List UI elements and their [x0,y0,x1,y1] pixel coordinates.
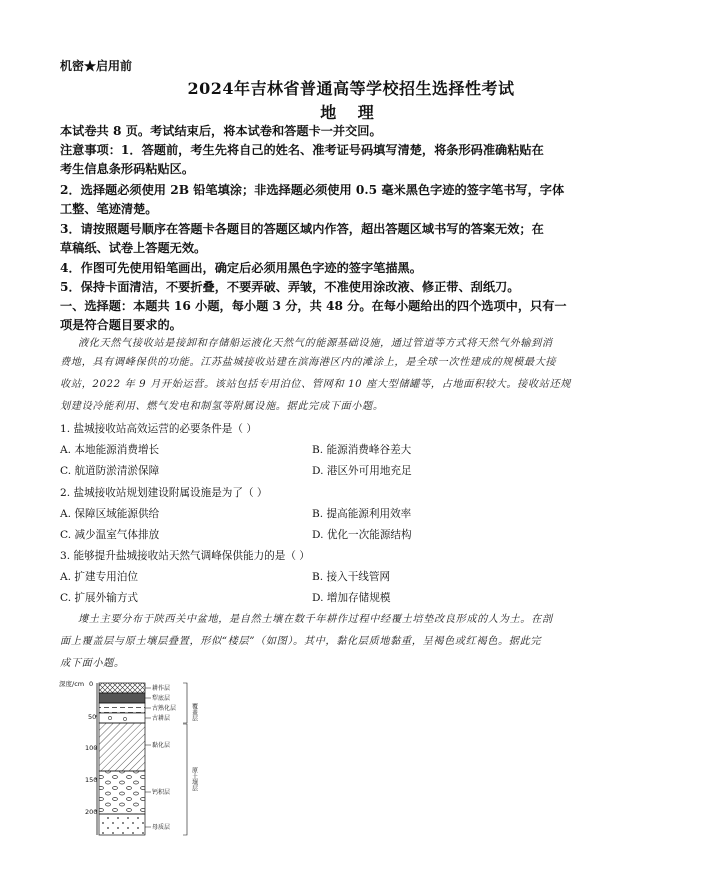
soil-profile-figure [55,675,225,845]
bracket-cover [183,683,187,723]
passage-line: 面上覆盖层与原土壤层叠置，形似“楼层”（如图）。其中，黏化层质地黏重，呈褐色或红褐色。据此完 [60,636,542,647]
notice-line: 本试卷共 8 页。考试结束后，将本试卷和答题卡一并交回。 [60,124,382,138]
y-tick-100: 100 [85,744,98,752]
option-a: A. 扩建专用泊位 [60,571,138,583]
layer-label-old-mature: 古熟化层 [152,705,177,712]
y-tick-0: 0 [89,680,94,688]
passage-line: 塿土主要分布于陕西关中盆地，是自然土壤在数千年耕作过程中经覆土培垫改良形成的人为土。在剖 [78,614,553,625]
section-heading: 一、选择题：本题共 16 小题，每小题 3 分，共 48 分。在每小题给出的四个选项中，只有一 [60,299,567,313]
exam-title: 2024年吉林省普通高等学校招生选择性考试 [187,79,515,98]
option-a: A. 保障区域能源供给 [60,508,160,520]
layer-label-parent: 母质层 [152,824,171,831]
group-label-original: 原土壤层 [190,767,198,791]
notice-line: 2．选择题必须使用 2B 铅笔填涂；非选择题必须使用 0.5 毫米黑色字迹的签字笔书写，字体 [60,183,565,197]
question-stem: 3. 能够提升盐城接收站天然气调峰保供能力的是（ ） [60,550,310,562]
subject-title: 地 理 [320,103,382,122]
layer-plough [99,683,145,693]
option-d: D. 增加存储规模 [312,592,391,604]
passage-line: 划建设冷能利用、燃气发电和制氢等附属设施。据此完成下面小题。 [60,401,384,412]
y-tick-50: 50 [88,713,97,721]
layer-calcic [99,771,145,814]
group-label-cover: 覆盖层 [190,703,198,721]
layer-clay [99,723,145,771]
option-a: A. 本地能源消费增长 [60,444,160,456]
notice-line: 4．作图可先使用铅笔画出，确定后必须用黑色字迹的签字笔描黑。 [60,261,422,275]
layer-label-old-plough: 古耕层 [152,715,171,722]
option-b: B. 能源消费峰谷差大 [312,444,412,456]
layer-parent [99,814,145,835]
y-axis-label: 深度/cm [59,680,85,688]
passage-line: 费地，具有调峰保供的功能。江苏盐城接收站建在滨海港区内的滩涂上，是全球一次性建成的规模最大接 [60,357,557,368]
option-c: C. 航道防淤清淤保障 [60,465,160,477]
layer-old-mature [99,703,145,713]
option-d: D. 港区外可用地充足 [312,465,412,477]
layer-label-plough: 耕作层 [152,685,171,692]
option-b: B. 接入干线管网 [312,571,391,583]
passage-line: 成下面小题。 [60,658,125,669]
question-stem: 1. 盐城接收站高效运营的必要条件是（ ） [60,423,257,435]
option-b: B. 提高能源利用效率 [312,508,412,520]
passage-line: 液化天然气接收站是接卸和存储船运液化天然气的能源基础设施，通过管道等方式将天然气外输到消 [78,338,553,349]
bracket-original [183,724,187,835]
passage-line: 收站，2022 年 9 月开始运营。该站包括专用泊位、管网和 10 座大型储罐等，占地面积较大。接收站还规 [60,379,572,390]
confidential-label: 机密★启用前 [60,59,133,73]
layer-plough-pan [99,693,145,703]
notice-line: 注意事项：1．答题前，考生先将自己的姓名、准考证号码填写清楚，将条形码准确粘贴在 [60,143,544,157]
layer-label-plough-pan: 犁底层 [152,695,171,702]
option-d: D. 优化一次能源结构 [312,529,412,541]
y-tick-200: 200 [85,808,98,816]
section-heading: 项是符合题目要求的。 [60,318,182,332]
layer-old-plough [99,713,145,723]
notice-line: 草稿纸、试卷上答题无效。 [60,241,207,255]
option-c: C. 扩展外输方式 [60,592,139,604]
notice-line: 工整、笔迹清楚。 [60,202,158,216]
notice-line: 考生信息条形码粘贴区。 [60,162,195,176]
option-c: C. 减少温室气体排放 [60,529,160,541]
question-stem: 2. 盐城接收站规划建设附属设施是为了（ ） [60,487,268,499]
notice-line: 3．请按照题号顺序在答题卡各题目的答题区域内作答，超出答题区域书写的答案无效；在 [60,222,544,236]
layer-label-clay: 黏化层 [152,742,171,749]
notice-line: 5．保持卡面清洁，不要折叠，不要弄破、弄皱，不准使用涂改液、修正带、刮纸刀。 [60,280,520,294]
layer-label-calcic: 钙积层 [152,789,171,796]
y-tick-150: 150 [85,776,98,784]
